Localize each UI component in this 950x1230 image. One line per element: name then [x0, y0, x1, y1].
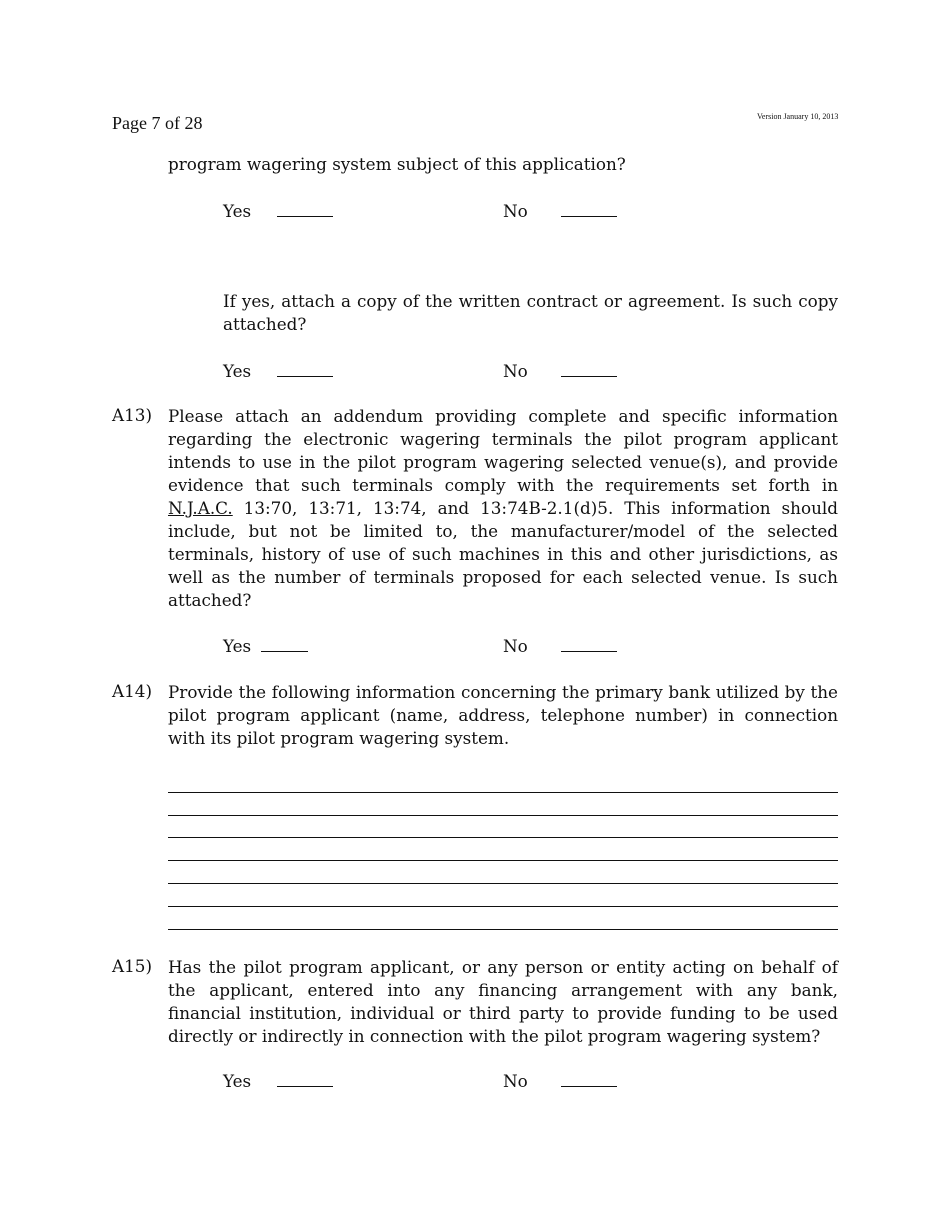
yes-label: Yes	[223, 361, 252, 381]
a13-text-after: 13:70, 13:71, 13:74, and 13:74B-2.1(d)5. This information should include, but not be limited to, the manufacturer/model of the selected terminals, history of use of such machines in this and other jurisdictions, as well as the number of terminals proposed for each selected venue. Is such attached?	[168, 498, 838, 610]
no-answer-blank[interactable]	[561, 1070, 617, 1087]
no-label: No	[503, 201, 528, 221]
a12-no-option	[503, 200, 617, 221]
njac-citation: N.J.A.C.	[168, 498, 233, 518]
a12-question-continuation: program wagering system subject of this application?	[168, 154, 626, 174]
a15-yes-option	[223, 1070, 333, 1091]
no-answer-blank[interactable]	[561, 635, 617, 652]
yes-answer-blank[interactable]	[277, 200, 333, 217]
a14-question-text: Provide the following information concerning the primary bank utilized by the pilot program applicant (name, address, telephone number) in connection with its pilot program wagering system.	[168, 682, 838, 748]
a14-answer-line[interactable]	[168, 815, 838, 816]
a13-no-option	[503, 635, 617, 656]
version-date: Version January 10, 2013	[757, 112, 839, 121]
a12-followup-no-option	[503, 360, 617, 381]
a14-answer-line[interactable]	[168, 906, 838, 907]
a15-label: A15)	[112, 956, 153, 976]
yes-label: Yes	[223, 636, 252, 656]
a12-followup-text: If yes, attach a copy of the written contract or agreement. Is such copy attached?	[223, 291, 838, 334]
no-label: No	[503, 636, 528, 656]
yes-answer-blank[interactable]	[277, 360, 333, 377]
page-number: Page 7 of 28	[112, 113, 203, 133]
yes-label: Yes	[223, 201, 252, 221]
a14-answer-line[interactable]	[168, 883, 838, 884]
a15-question-text: Has the pilot program applicant, or any person or entity acting on behalf of the applicant, entered into any financing arrangement with any bank, financial institution, individual or third party to provide funding to be used directly or indirectly in connection with the pilot program wagering system?	[168, 957, 838, 1046]
a13-yes-option	[223, 635, 308, 656]
no-label: No	[503, 1071, 528, 1091]
yes-answer-blank[interactable]	[261, 635, 308, 652]
no-answer-blank[interactable]	[561, 360, 617, 377]
yes-answer-blank[interactable]	[277, 1070, 333, 1087]
a14-answer-line[interactable]	[168, 860, 838, 861]
a14-label: A14)	[112, 681, 153, 701]
a13-text-before: Please attach an addendum providing complete and specific information regarding the electronic wagering terminals the pilot program applicant intends to use in the pilot program wagering selected venue(s), and provide evidence that such terminals comply with the requirements set forth in	[168, 406, 838, 495]
a13-question-text	[168, 405, 838, 612]
a12-followup-yes-option	[223, 360, 333, 381]
a14-answer-line[interactable]	[168, 792, 838, 793]
a15-no-option	[503, 1070, 617, 1091]
no-answer-blank[interactable]	[561, 200, 617, 217]
a12-yes-option	[223, 200, 333, 221]
a14-answer-line[interactable]	[168, 929, 838, 930]
no-label: No	[503, 361, 528, 381]
a14-answer-line[interactable]	[168, 837, 838, 838]
yes-label: Yes	[223, 1071, 252, 1091]
a13-label: A13)	[112, 405, 153, 425]
